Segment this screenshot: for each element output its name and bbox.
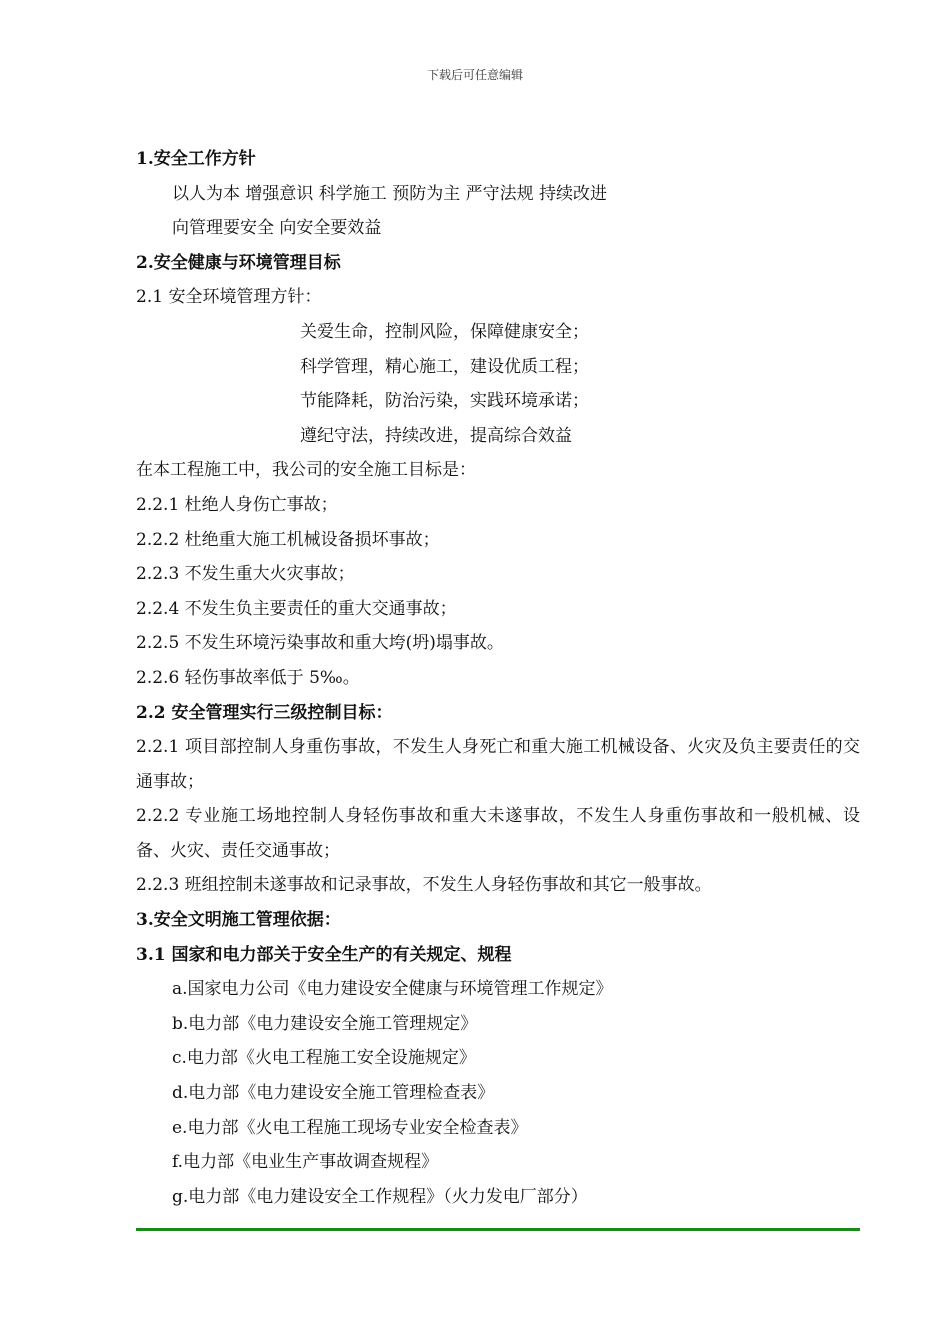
section-2-title: 2.安全健康与环境管理目标 <box>136 252 341 273</box>
reference-item: c.电力部《火电工程施工安全设施规定》 <box>172 1048 476 1069</box>
section-1-title: 1.安全工作方针 <box>136 149 256 169</box>
reference-item: f.电力部《电业生产事故调查规程》 <box>172 1152 439 1173</box>
policy-line: 科学管理，精心施工，建设优质工程； <box>300 356 589 377</box>
reference-item: a.国家电力公司《电力建设安全健康与环境管理工作规定》 <box>172 979 613 1000</box>
section-2-2-title: 2.2 安全管理实行三级控制目标： <box>136 702 393 723</box>
goal-intro: 在本工程施工中，我公司的安全施工目标是： <box>136 460 476 481</box>
policy-line: 节能降耗，防治污染，实践环境承诺； <box>300 391 589 412</box>
reference-item: e.电力部《火电工程施工现场专业安全检查表》 <box>172 1117 528 1138</box>
control-level-item: 2.2.3 班组控制未遂事故和记录事故，不发生人身轻伤事故和其它一般事故。 <box>136 875 712 896</box>
goal-item: 2.2.1 杜绝人身伤亡事故； <box>136 494 338 515</box>
control-level-item: 2.2.1 项目部控制人身重伤事故，不发生人身死亡和重大施工机械设备、火灾及负主要责任的交通事故； <box>136 737 860 792</box>
goal-item: 2.2.6 轻伤事故率低于 5‰。 <box>136 667 360 688</box>
section-2-1-heading: 2.1 安全环境管理方针： <box>136 287 322 308</box>
section-1-line-1: 以人为本 增强意识 科学施工 预防为主 严守法规 持续改进 <box>172 183 608 204</box>
goal-item: 2.2.3 不发生重大火灾事故； <box>136 564 355 585</box>
control-level-item: 2.2.2 专业施工场地控制人身轻伤事故和重大未遂事故，不发生人身重伤事故和一般机械、设备、火灾、责任交通事故； <box>136 806 860 861</box>
reference-item: d.电力部《电力建设安全施工管理检查表》 <box>172 1083 495 1104</box>
page-header: 下载后可任意编辑 <box>426 68 523 82</box>
document-body <box>136 142 860 1214</box>
policy-line: 遵纪守法，持续改进，提高综合效益 <box>300 425 572 446</box>
goal-item: 2.2.4 不发生负主要责任的重大交通事故； <box>136 598 457 619</box>
reference-item: b.电力部《电力建设安全施工管理规定》 <box>172 1013 478 1034</box>
policy-line: 关爱生命，控制风险，保障健康安全； <box>300 321 589 342</box>
goal-item: 2.2.5 不发生环境污染事故和重大垮(坍)塌事故。 <box>136 633 504 654</box>
section-3-title: 3.安全文明施工管理依据： <box>136 910 341 931</box>
section-1-line-2: 向管理要安全 向安全要效益 <box>172 218 382 239</box>
section-3-1-title: 3.1 国家和电力部关于安全生产的有关规定、规程 <box>136 944 512 965</box>
reference-item: g.电力部《电力建设安全工作规程》（火力发电厂部分） <box>172 1186 588 1207</box>
footer-rule <box>136 1228 860 1231</box>
goal-item: 2.2.2 杜绝重大施工机械设备损坏事故； <box>136 529 440 550</box>
